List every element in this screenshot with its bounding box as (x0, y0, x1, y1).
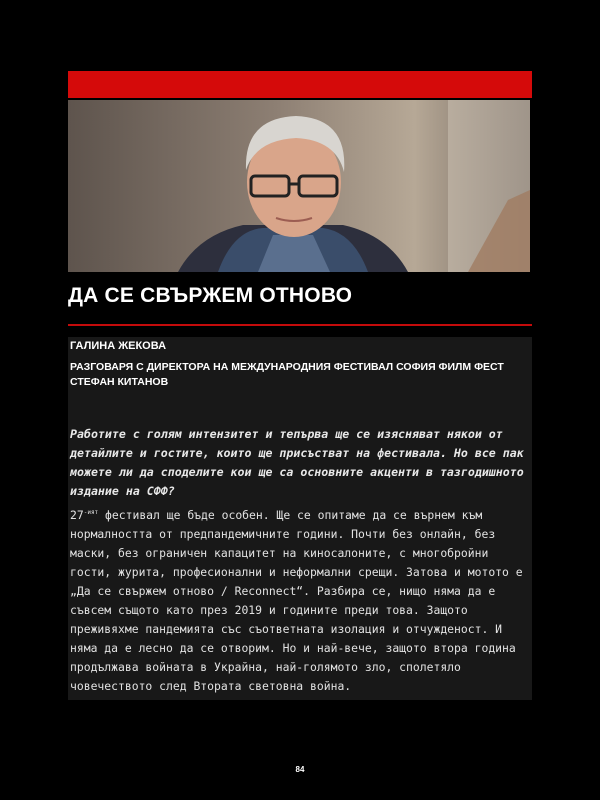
article-title: ДА СЕ СВЪРЖЕМ ОТНОВО (68, 284, 353, 307)
author-name: ГАЛИНА ЖЕКОВА (70, 340, 167, 352)
title-divider (68, 324, 532, 326)
portrait-illustration (68, 100, 530, 272)
header-accent-bar (68, 71, 532, 98)
interview-question: Работите с голям интензитет и тепърва ще се изясняват някои от детайлите и гостите, които ще присъстват на фестивала. Но все пак можете ли да споделите кои ще са основните акценти в тазгодишното издание на СФФ? (70, 427, 524, 498)
page-number: 84 (295, 765, 305, 774)
answer-number: 27 (70, 507, 84, 522)
article-subtitle: РАЗГОВАРЯ С ДИРЕКТОРА НА МЕЖДУНАРОДНИЯ ФЕСТИВАЛ СОФИЯ ФИЛМ ФЕСТ СТЕФАН КИТАНОВ (70, 361, 504, 388)
answer-text: фестивал ще бъде особен. Ще се опитаме да се върнем към нормалността от предпандемичните години. Почти без онлайн, без маски, без ограничен капацитет на киносалоните, с многобройни гости, журита, професионални и неформални срещи. Затова и мотото е „Да се свържем отново / Reconnect“. Разбира се, нищо няма да е съвсем същото като през 2019 и годините преди това. Защото преживяхме пандемията със съответната изолация и отчужденост. И няма да е лесно да се отворим. Но и най-вече, защото втора година продължава войната в Украйна, най-голямото зло, сполетяло човечеството след Втората световна война. (70, 507, 523, 693)
interview-answer (70, 503, 530, 696)
answer-ordinal-suffix: -ият (83, 509, 99, 516)
portrait-photo (68, 100, 530, 272)
